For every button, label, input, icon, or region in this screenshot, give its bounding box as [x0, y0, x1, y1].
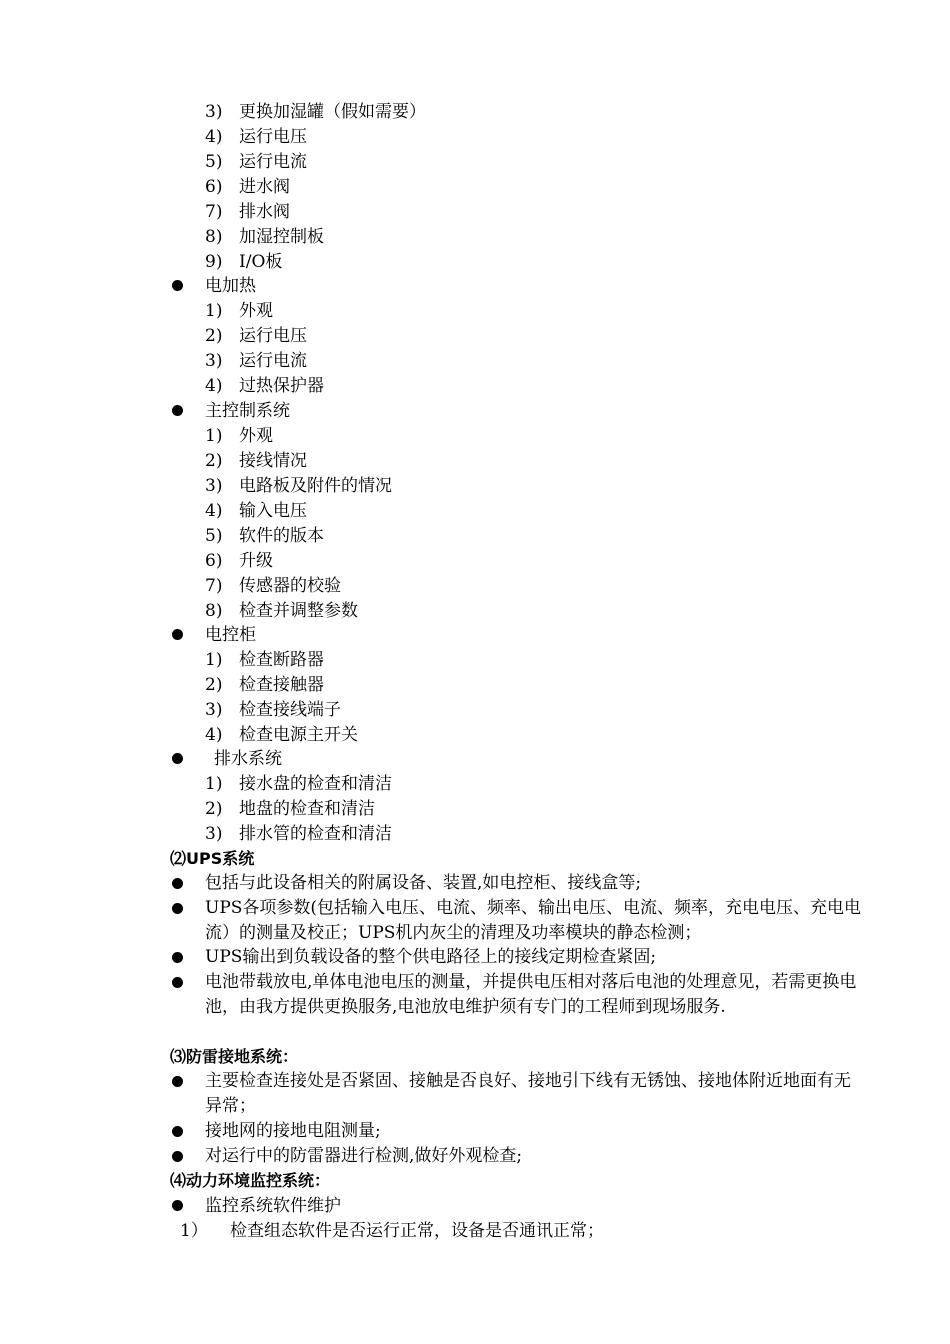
- list-item: 5) 软件的版本: [205, 526, 324, 546]
- list-item: 5) 运行电流: [205, 152, 307, 172]
- paragraph: 主要检查连接处是否紧固、接触是否良好、接地引下线有无锈蚀、接地体附近地面有无异常；: [205, 1071, 851, 1116]
- list-item: 8) 检查并调整参数: [205, 601, 358, 621]
- paragraph: UPS输出到负载设备的整个供电路径上的接线定期检查紧固;: [205, 947, 657, 967]
- list-item: 1) 检查断路器: [205, 650, 324, 670]
- section-heading: ⑵UPS系统: [170, 849, 255, 868]
- paragraph: 对运行中的防雷器进行检测,做好外观检查;: [205, 1146, 523, 1166]
- bullet-icon: [172, 1126, 183, 1137]
- list-item: 3) 检查接线端子: [205, 700, 341, 720]
- list-item: 3) 电路板及附件的情况: [205, 476, 392, 496]
- list-item: 3) 更换加湿罐（假如需要）: [205, 102, 426, 122]
- list-item: 2) 检查接触器: [205, 675, 324, 695]
- section-title: 监控系统软件维护: [205, 1196, 341, 1216]
- bullet-icon: [172, 405, 183, 416]
- bullet-icon: [172, 1076, 183, 1087]
- bullet-icon: [172, 1151, 183, 1162]
- bullet-icon: [172, 629, 183, 640]
- list-item: 1) 接水盘的检查和清洁: [205, 774, 392, 794]
- list-item: 7) 排水阀: [205, 202, 290, 222]
- list-item: 3) 运行电流: [205, 351, 307, 371]
- list-item: 3) 排水管的检查和清洁: [205, 824, 392, 844]
- bullet-icon: [172, 280, 183, 291]
- list-item: 8) 加湿控制板: [205, 227, 324, 247]
- section-heading: ⑷动力环境监控系统：: [170, 1171, 331, 1190]
- bullet-icon: [172, 753, 183, 764]
- list-item: 7) 传感器的校验: [205, 576, 341, 596]
- list-item: 4) 检查电源主开关: [205, 725, 358, 745]
- section-heading: ⑶防雷接地系统：: [170, 1047, 299, 1066]
- list-item: 1) 外观: [205, 426, 273, 446]
- list-item: 1） 检查组态软件是否运行正常，设备是否通讯正常；: [180, 1221, 604, 1241]
- list-item: 1) 外观: [205, 301, 273, 321]
- paragraph: 接地网的接地电阻测量;: [205, 1121, 381, 1141]
- list-item: 2) 运行电压: [205, 326, 307, 346]
- list-item: 9) I/O板: [205, 252, 283, 272]
- section-title: 主控制系统: [205, 401, 290, 421]
- list-item: 6) 升级: [205, 551, 273, 571]
- bullet-icon: [172, 878, 183, 889]
- bullet-icon: [172, 1200, 183, 1211]
- paragraph: 电池带载放电,单体电池电压的测量，并提供电压相对落后电池的处理意见，若需更换电池，由我方提供更换服务,电池放电维护须有专门的工程师到现场服务.: [205, 972, 857, 1017]
- bullet-icon: [172, 903, 183, 914]
- paragraph: 包括与此设备相关的附属设备、装置,如电控柜、接线盒等;: [205, 873, 642, 893]
- section-title: 排水系统: [214, 749, 282, 769]
- bullet-icon: [172, 977, 183, 988]
- paragraph: UPS各项参数(包括输入电压、电流、频率、输出电压、电流、频率，充电电压、充电电流）的测量及校正；UPS机内灰尘的清理及功率模块的静态检测；: [205, 898, 862, 943]
- section-title: 电加热: [205, 276, 256, 296]
- section-title: 电控柜: [205, 625, 256, 645]
- list-item: 6) 进水阀: [205, 177, 290, 197]
- bullet-icon: [172, 952, 183, 963]
- list-item: 2) 地盘的检查和清洁: [205, 799, 375, 819]
- list-item: 4) 运行电压: [205, 127, 307, 147]
- list-item: 4) 输入电压: [205, 501, 307, 521]
- list-item: 2) 接线情况: [205, 451, 307, 471]
- list-item: 4) 过热保护器: [205, 376, 324, 396]
